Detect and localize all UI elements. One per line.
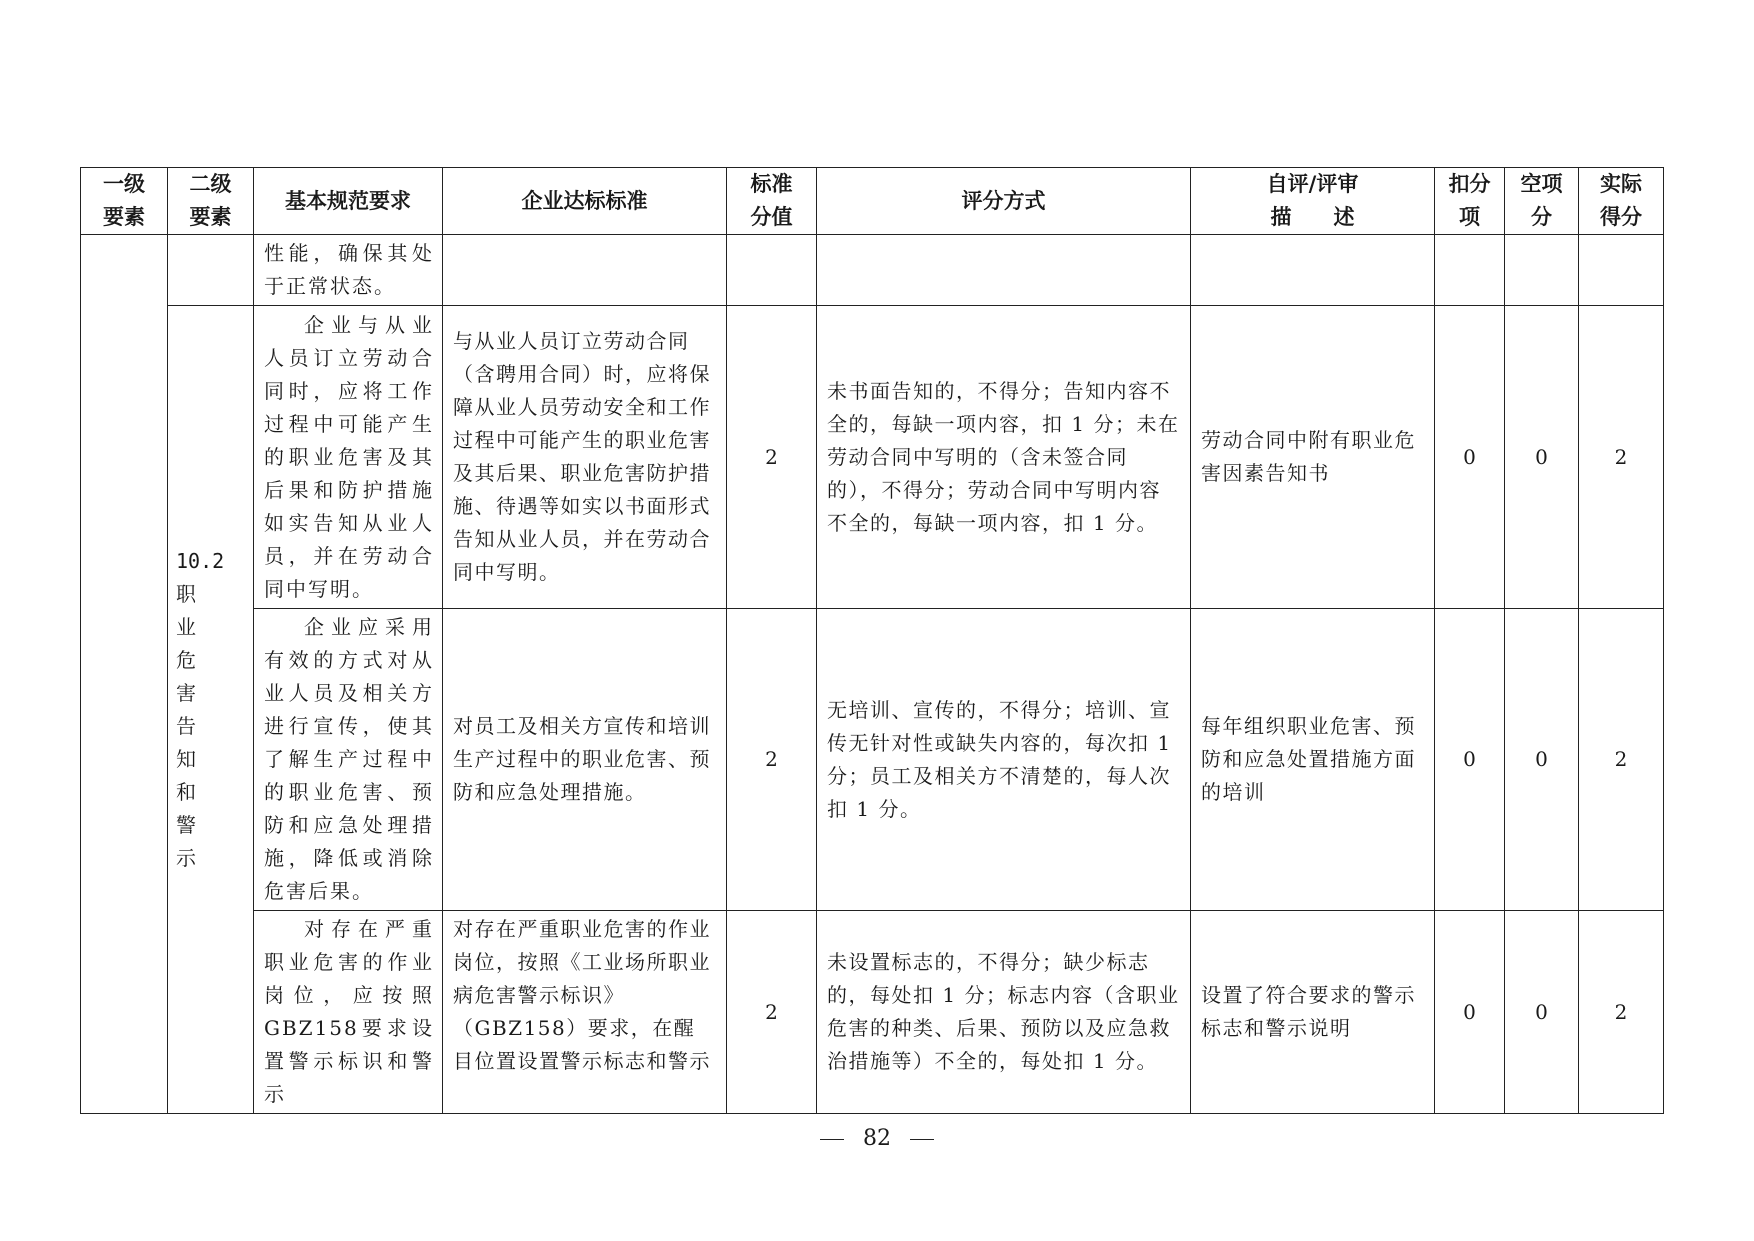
row-requirement: 对存在严重职业危害的作业岗位，应按照GBZ158要求设置警示标识和警示 [254,911,443,1114]
row-standard: 与从业人员订立劳动合同（含聘用合同）时，应将保障从业人员劳动安全和工作过程中可能产生的职业危害及其后果、职业危害防护措施、待遇等如实以书面形式告知从业人员，并在劳动合同中写明。 [443,306,727,609]
header-level2: 二级要素 [168,168,254,235]
continuation-requirement: 性能，确保其处于正常状态。 [254,235,443,306]
row-requirement: 企业应采用有效的方式对从业人员及相关方进行宣传，使其了解生产过程中的职业危害、预防和应急处理措施，降低或消除危害后果。 [254,609,443,911]
row-self-eval: 设置了符合要求的警示标志和警示说明 [1191,911,1435,1114]
level2-name: 职业危害告知和警示 [176,581,214,870]
evaluation-table [80,167,1664,1114]
row-deduct: 0 [1435,306,1505,609]
row-requirement: 企业与从业人员订立劳动合同时，应将工作过程中可能产生的职业危害及其后果和防护措施如实告知从业人员，并在劳动合同中写明。 [254,306,443,609]
row-std-score: 2 [727,306,817,609]
row-scoring: 未设置标志的，不得分；缺少标志的，每处扣 1 分；标志内容（含职业危害的种类、后果、预防以及应急救治措施等）不全的，每处扣 1 分。 [817,911,1191,1114]
row-deduct: 0 [1435,911,1505,1114]
row-standard: 对存在严重职业危害的作业岗位，按照《工业场所职业病危害警示标识》（GBZ158）要求，在醒目位置设置警示标志和警示 [443,911,727,1114]
page-number: 82 [863,1126,891,1151]
row-blank: 0 [1505,609,1579,911]
continuation-standard [443,235,727,306]
continuation-level2-cell [168,235,254,306]
page-footer [0,1126,1754,1151]
continuation-blank [1505,235,1579,306]
header-std-score: 标准分值 [727,168,817,235]
continuation-self-eval [1191,235,1435,306]
header-requirement: 基本规范要求 [254,168,443,235]
header-standard: 企业达标标准 [443,168,727,235]
row-actual: 2 [1579,609,1664,911]
continuation-std-score [727,235,817,306]
continuation-row [81,235,1664,306]
header-level1: 一级要素 [81,168,168,235]
footer-dash-right [910,1139,934,1140]
row-blank: 0 [1505,911,1579,1114]
header-deduct: 扣分项 [1435,168,1505,235]
row-blank: 0 [1505,306,1579,609]
table-row [81,306,1664,609]
footer-dash-left [820,1139,844,1140]
table-row [81,911,1664,1114]
row-std-score: 2 [727,911,817,1114]
header-actual: 实际得分 [1579,168,1664,235]
level1-cell [81,235,168,1114]
header-self-eval: 自评/评审 描 述 [1191,168,1435,235]
level2-code: 10.2 [176,548,225,573]
continuation-scoring [817,235,1191,306]
row-std-score: 2 [727,609,817,911]
continuation-actual [1579,235,1664,306]
level2-group-cell [168,306,254,1114]
row-scoring: 无培训、宣传的，不得分；培训、宣传无针对性或缺失内容的，每次扣 1 分；员工及相关方不清楚的，每人次扣 1 分。 [817,609,1191,911]
row-actual: 2 [1579,911,1664,1114]
header-row [81,168,1664,235]
evaluation-table-container [80,167,1663,1114]
header-scoring: 评分方式 [817,168,1191,235]
table-row [81,609,1664,911]
row-self-eval: 每年组织职业危害、预防和应急处置措施方面的培训 [1191,609,1435,911]
row-scoring: 未书面告知的，不得分；告知内容不全的，每缺一项内容，扣 1 分；未在劳动合同中写明的（含未签合同的），不得分；劳动合同中写明内容不全的，每缺一项内容，扣 1 分。 [817,306,1191,609]
row-standard: 对员工及相关方宣传和培训生产过程中的职业危害、预防和应急处理措施。 [443,609,727,911]
row-deduct: 0 [1435,609,1505,911]
header-blank: 空项分 [1505,168,1579,235]
row-self-eval: 劳动合同中附有职业危害因素告知书 [1191,306,1435,609]
continuation-deduct [1435,235,1505,306]
row-actual: 2 [1579,306,1664,609]
